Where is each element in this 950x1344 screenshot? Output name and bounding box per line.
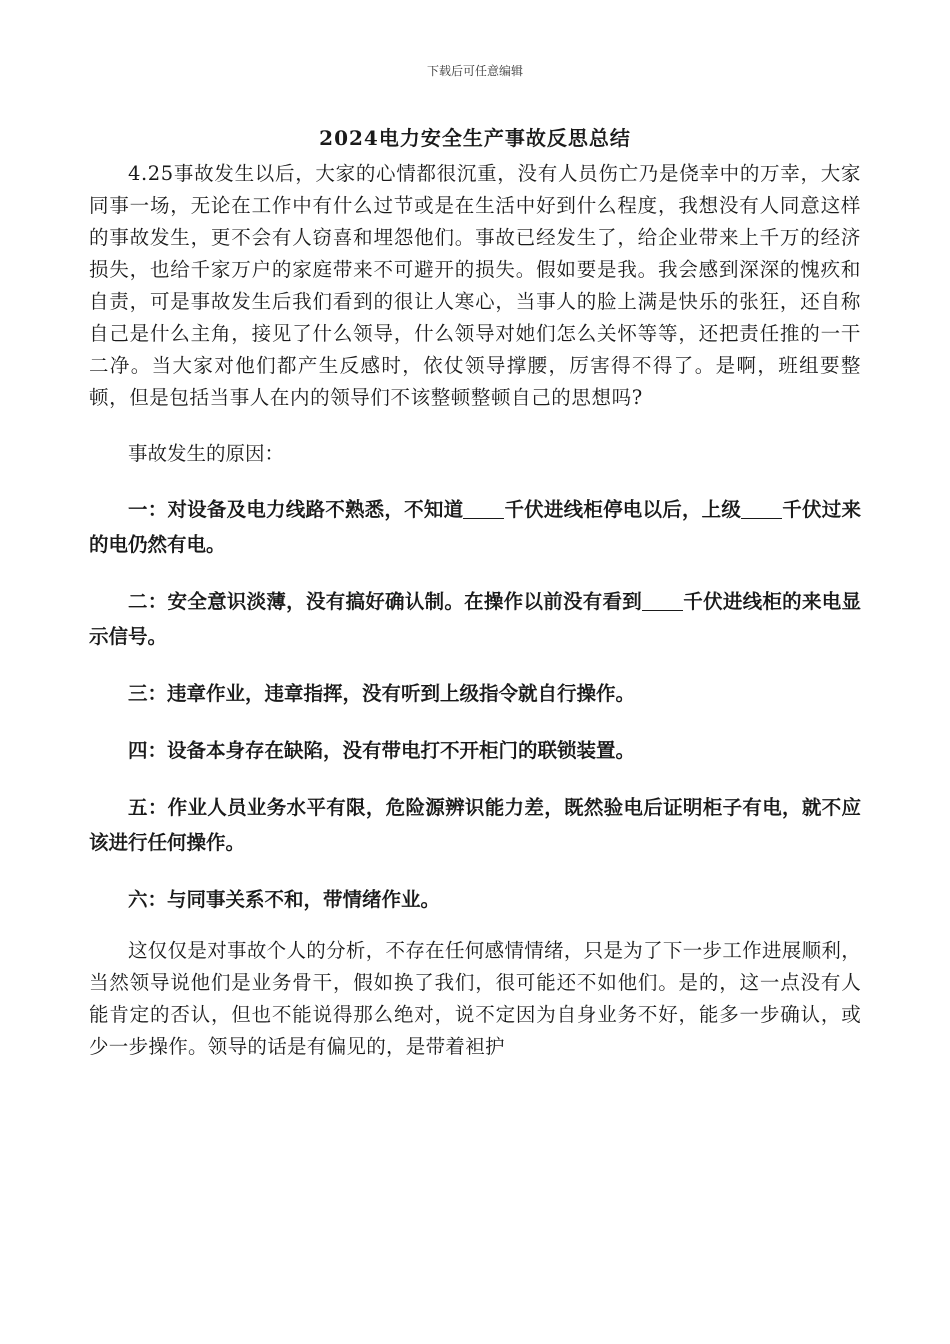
closing-paragraph: 这仅仅是对事故个人的分析，不存在任何感情情绪，只是为了下一步工作进展顺利，当然领导说他们是业务骨干，假如换了我们，很可能还不如他们。是的，这一点没有人能肯定的否认，但也不能说得那么绝对，说不定因为自身业务不好，能多一步确认，或少一步操作。领导的话是有偏见的，是带着袒护 [89,939,861,1058]
cause-item-5: 五：作业人员业务水平有限，危险源辨识能力差，既然验电后证明柜子有电，就不应该进行任何操作。 [89,796,861,854]
cause-item-4: 四：设备本身存在缺陷，没有带电打不开柜门的联锁装置。 [128,739,636,762]
causes-heading: 事故发生的原因： [128,442,285,465]
document-body [89,158,861,1063]
header-note: 下载后可任意编辑 [426,64,523,78]
cause-item-6: 六：与同事关系不和，带情绪作业。 [128,888,441,911]
cause-1-text-a: 一：对设备及电力线路不熟悉，不知道 [128,498,464,521]
cause-1-text-c: 千伏过来的电仍然有电。 [89,498,861,556]
cause-item-3: 三：违章作业，违章指挥，没有听到上级指令就自行操作。 [128,682,636,705]
fill-in-blank [463,498,504,519]
cause-item-1 [89,492,861,562]
cause-2-text-b: 千伏进线柜的来电显示信号。 [89,590,861,648]
document-title: 2024电力安全生产事故反思总结 [319,126,631,150]
cause-1-text-b: 千伏进线柜停电以后，上级 [504,498,742,521]
intro-paragraph: 4.25事故发生以后，大家的心情都很沉重，没有人员伤亡乃是侥幸中的万幸，大家同事一场，无论在工作中有什么过节或是在生活中好到什么程度，我想没有人同意这样的事故发生，更不会有人窃喜和埋怨他们。事故已经发生了，给企业带来上千万的经济损失，也给千家万户的家庭带来不可避开的损失。假如要是我。我会感到深深的愧疚和自责，可是事故发生后我们看到的很让人寒心，当事人的脸上满是快乐的张狂，还自称自己是什么主角，接见了什么领导，什么领导对她们怎么关怀等等，还把责任推的一干二净。当大家对他们都产生反感时，依仗领导撑腰，厉害得不得了。是啊，班组要整顿，但是包括当事人在内的领导们不该整顿整顿自己的思想吗? [89,162,861,409]
cause-item-2 [89,584,861,654]
fill-in-blank [642,590,683,611]
cause-2-text-a: 二：安全意识淡薄，没有搞好确认制。在操作以前没有看到 [128,590,643,613]
fill-in-blank [741,498,782,519]
